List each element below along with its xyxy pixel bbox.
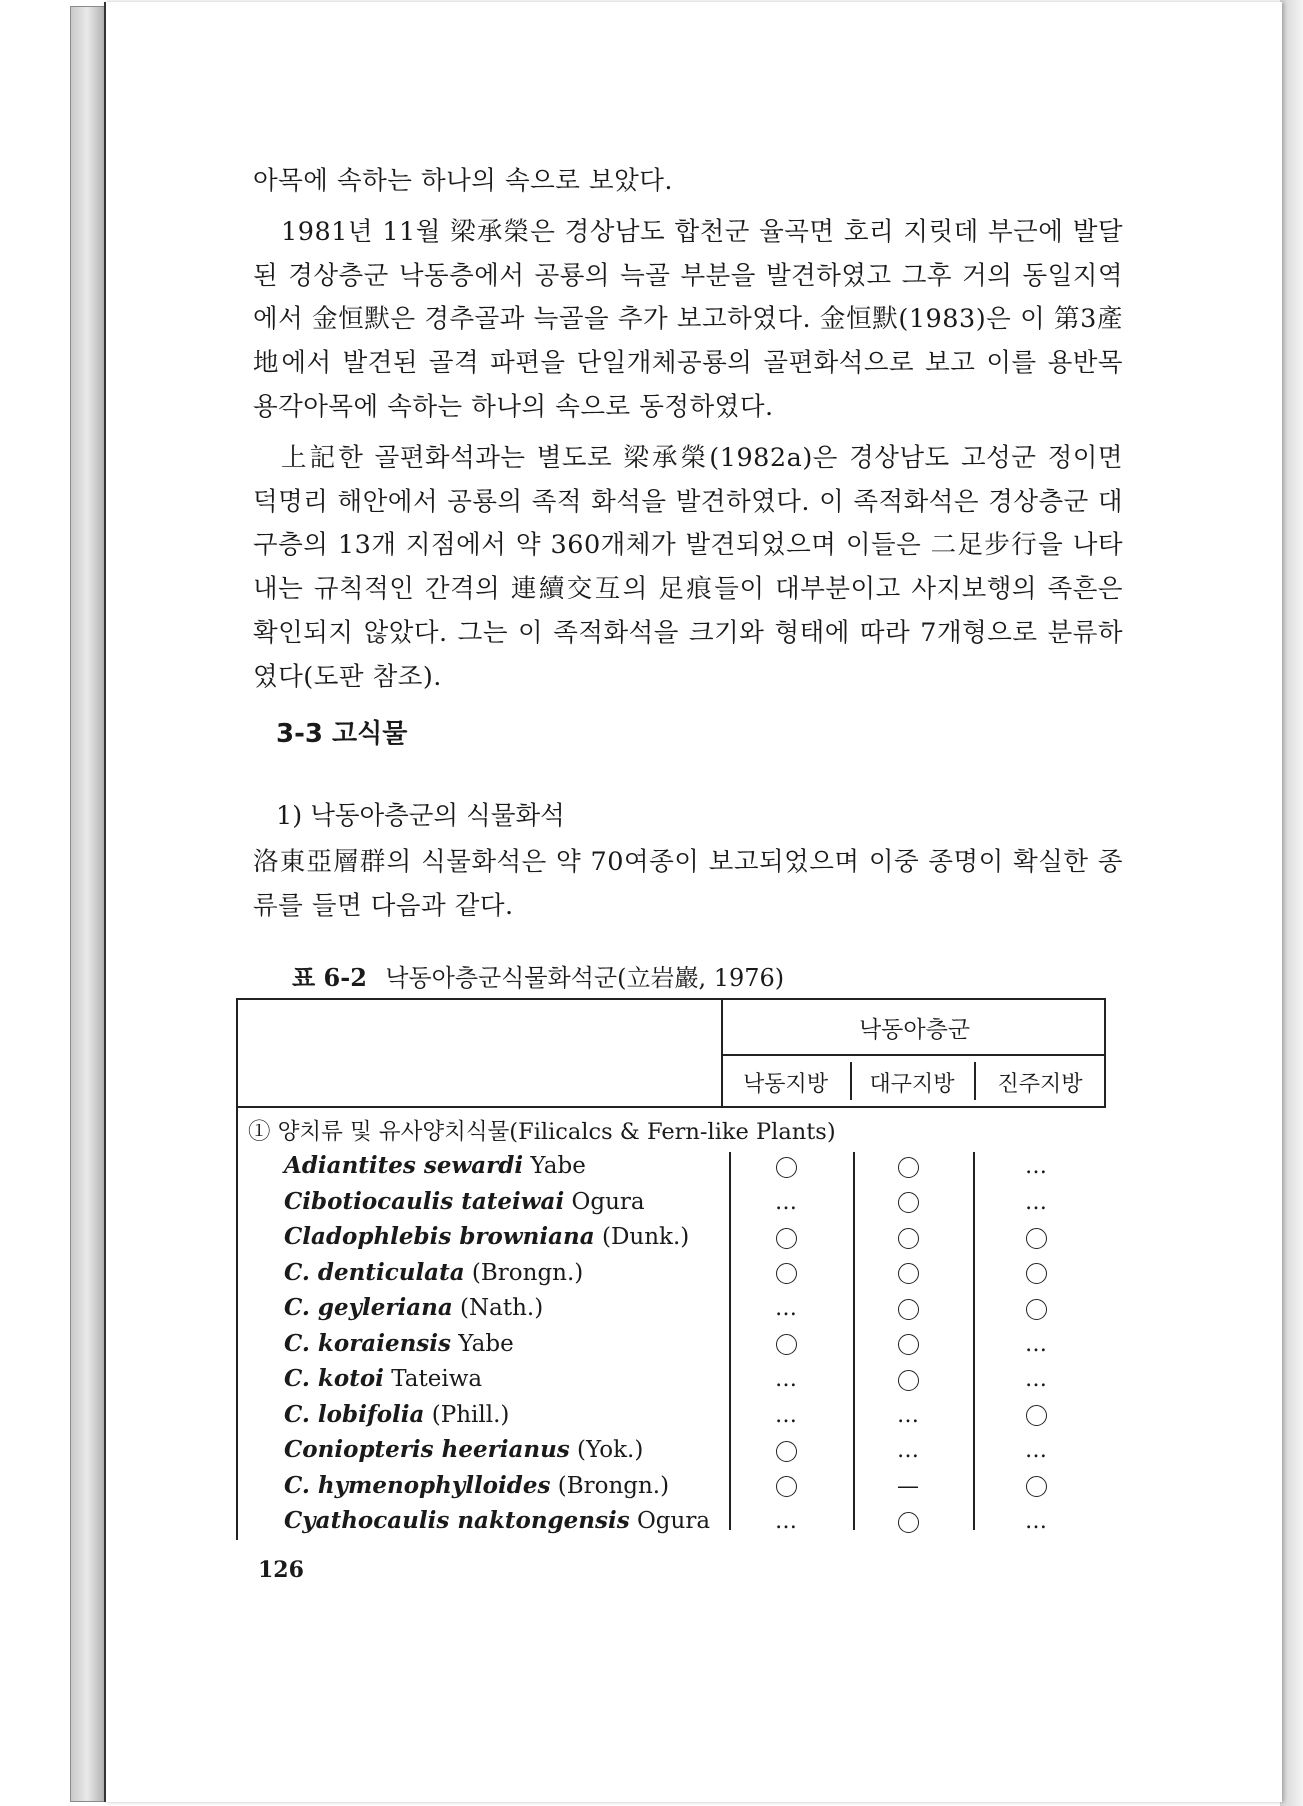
circle-icon bbox=[898, 1263, 919, 1284]
fossil-table bbox=[236, 998, 1106, 1540]
species-author: (Brongn.) bbox=[464, 1259, 584, 1286]
header-bottom-rule bbox=[236, 1106, 1106, 1108]
species-name bbox=[284, 1259, 583, 1286]
occurrence-mark: … bbox=[1025, 1154, 1047, 1179]
occurrence-circle-icon bbox=[756, 1436, 816, 1466]
occurrence-circle-icon bbox=[878, 1294, 938, 1324]
occurrence-circle-icon bbox=[878, 1188, 938, 1218]
circle-icon bbox=[898, 1370, 919, 1391]
species-name bbox=[284, 1294, 543, 1321]
species-author: (Nath.) bbox=[452, 1295, 544, 1321]
group-header: 낙동아층군 bbox=[858, 1016, 971, 1043]
table-row bbox=[236, 1365, 1106, 1400]
species-genus: Cyathocaulis naktongensis bbox=[284, 1507, 630, 1534]
occurrence-circle-icon bbox=[756, 1472, 816, 1502]
species-author: (Phill.) bbox=[424, 1401, 510, 1428]
species-name bbox=[284, 1401, 509, 1428]
occurrence-mark: … bbox=[775, 1296, 797, 1321]
table-row bbox=[236, 1436, 1106, 1471]
species-genus: C. lobifolia bbox=[284, 1400, 425, 1428]
circle-icon bbox=[776, 1228, 797, 1249]
occurrence-mark: … bbox=[775, 1367, 797, 1392]
species-author: (Yok.) bbox=[569, 1437, 644, 1463]
occurrence-mark: … bbox=[775, 1509, 797, 1534]
column-header-nakdong: 낙동지방 bbox=[742, 1071, 828, 1097]
circle-icon bbox=[898, 1192, 919, 1213]
circle-icon bbox=[898, 1228, 919, 1249]
species-genus: Cibotiocaulis tateiwai bbox=[284, 1187, 565, 1215]
occurrence-circle-icon bbox=[756, 1223, 816, 1253]
circle-icon bbox=[776, 1334, 797, 1355]
circle-icon bbox=[898, 1334, 919, 1355]
occurrence-circle-icon bbox=[756, 1259, 816, 1289]
table-row bbox=[236, 1259, 1106, 1294]
species-author: (Dunk.) bbox=[594, 1224, 690, 1250]
species-author: Yabe bbox=[450, 1330, 514, 1357]
species-name bbox=[284, 1365, 482, 1392]
species-genus: C. denticulata bbox=[284, 1258, 465, 1286]
species-genus: Adiantites sewardi bbox=[284, 1152, 524, 1179]
species-author: (Brongn.) bbox=[550, 1472, 670, 1499]
circle-icon bbox=[776, 1263, 797, 1284]
species-name bbox=[284, 1472, 669, 1499]
circle-icon bbox=[898, 1299, 919, 1320]
species-author: Ogura bbox=[629, 1508, 711, 1534]
circle-icon bbox=[1026, 1299, 1047, 1320]
species-author: Ogura bbox=[564, 1188, 645, 1215]
occurrence-circle-icon bbox=[1006, 1294, 1066, 1324]
occurrence-circle-icon bbox=[878, 1330, 938, 1360]
book-spine-shadow bbox=[70, 6, 108, 1802]
occurrence-circle-icon bbox=[878, 1365, 938, 1395]
occurrence-mark: … bbox=[775, 1189, 797, 1215]
species-name bbox=[284, 1152, 586, 1179]
column-header-daegu: 대구지방 bbox=[869, 1071, 955, 1097]
paragraph-3: 上記한 골편화석과는 별도로 梁承榮(1982a)은 경상남도 고성군 정이면 덕명리 해안에서 공룡의 족적 화석을 발견하였다. 이 족적화석은 경상층군 대구층의 13개 지점에서 약 360개체가 발견되었으며 이들은 二足步行을 나타내는 규칙적인 간격의 連續交互의 足痕들이 대부분이고 사지보행의 족흔은 확인되지 않았다. 그는 이 족적화석을 크기와 형태에 따라 7개형으로 분류하였다(도판 참조). bbox=[253, 442, 1123, 692]
occurrence-circle-icon bbox=[1006, 1472, 1066, 1502]
table-row bbox=[236, 1294, 1106, 1329]
occurrence-mark: … bbox=[1025, 1367, 1047, 1392]
species-name bbox=[284, 1330, 514, 1357]
species-genus: C. kotoi bbox=[284, 1365, 384, 1392]
subsection-paragraph: 洛東亞層群의 식물화석은 약 70여종이 보고되었으며 이중 종명이 확실한 종류를 들면 다음과 같다. bbox=[253, 847, 1123, 921]
occurrence-circle-icon bbox=[1006, 1259, 1066, 1289]
circle-icon bbox=[898, 1512, 919, 1533]
table-caption-title: 낙동아층군식물화석군(立岩巖, 1976) bbox=[385, 964, 785, 992]
species-author: Yabe bbox=[523, 1153, 586, 1179]
species-genus: Cladophlebis browniana bbox=[284, 1223, 595, 1250]
table-row bbox=[236, 1507, 1106, 1542]
occurrence-circle-icon bbox=[878, 1259, 938, 1289]
occurrence-circle-icon bbox=[878, 1507, 938, 1537]
species-name bbox=[284, 1223, 689, 1250]
book-right-edge bbox=[1280, 0, 1303, 1806]
circle-icon bbox=[1026, 1263, 1047, 1284]
occurrence-circle-icon bbox=[756, 1330, 816, 1360]
body-text bbox=[253, 160, 1123, 707]
circle-icon bbox=[1026, 1476, 1047, 1497]
occurrence-circle-icon bbox=[1006, 1223, 1066, 1253]
occurrence-mark: … bbox=[897, 1402, 919, 1428]
table-row bbox=[236, 1223, 1106, 1258]
species-name bbox=[284, 1436, 643, 1463]
table-row bbox=[236, 1401, 1106, 1436]
table-row bbox=[236, 1152, 1106, 1187]
table-caption-number: 표 6-2 bbox=[292, 963, 367, 992]
occurrence-mark: — bbox=[897, 1473, 919, 1499]
paragraph-1: 아목에 속하는 하나의 속으로 보았다. bbox=[253, 166, 674, 196]
section-heading: 3-3 고식물 bbox=[276, 719, 408, 749]
subsection-heading: 1) 낙동아층군의 식물화석 bbox=[276, 801, 565, 831]
group-label: ① 양치류 및 유사양치식물(Filicalcs & Fern-like Plants) bbox=[248, 1119, 836, 1145]
table-caption bbox=[292, 958, 784, 993]
circle-icon bbox=[776, 1157, 797, 1178]
table-row bbox=[236, 1472, 1106, 1507]
occurrence-circle-icon bbox=[878, 1223, 938, 1253]
occurrence-mark: … bbox=[1025, 1438, 1047, 1463]
species-name bbox=[284, 1507, 710, 1534]
occurrence-circle-icon bbox=[1006, 1401, 1066, 1431]
species-genus: C. geyleriana bbox=[284, 1294, 453, 1321]
circle-icon bbox=[1026, 1228, 1047, 1249]
group-header-line bbox=[723, 1054, 1106, 1056]
occurrence-mark: … bbox=[775, 1402, 797, 1428]
occurrence-circle-icon bbox=[878, 1152, 938, 1182]
species-genus: C. hymenophylloides bbox=[284, 1471, 551, 1499]
table-row bbox=[236, 1188, 1106, 1223]
species-genus: Coniopteris heerianus bbox=[284, 1436, 570, 1463]
circle-icon bbox=[1026, 1405, 1047, 1426]
occurrence-mark: … bbox=[1025, 1189, 1047, 1215]
species-name bbox=[284, 1188, 645, 1215]
circle-icon bbox=[898, 1157, 919, 1178]
paragraph-2: 1981년 11월 梁承榮은 경상남도 합천군 율곡면 호리 지릿데 부근에 발달된 경상층군 낙동층에서 공룡의 늑골 부분을 발견하였고 그후 거의 동일지역에서 金恒默은 경추골과 늑골을 추가 보고하였다. 金恒默(1983)은 이 第3產地에서 발견된 골격 파편을 단일개체공룡의 골편화석으로 보고 이를 용반목 용각아목에 속하는 하나의 속으로 동정하였다. bbox=[253, 216, 1123, 422]
occurrence-circle-icon bbox=[756, 1152, 816, 1182]
occurrence-mark: … bbox=[1025, 1331, 1047, 1357]
circle-icon bbox=[776, 1441, 797, 1462]
species-genus: C. koraiensis bbox=[284, 1329, 451, 1357]
page-number: 126 bbox=[258, 1557, 304, 1583]
occurrence-mark: … bbox=[1025, 1509, 1047, 1534]
occurrence-mark: … bbox=[897, 1438, 919, 1463]
column-header-jinju: 진주지방 bbox=[997, 1071, 1083, 1097]
table-row bbox=[236, 1330, 1106, 1365]
circle-icon bbox=[776, 1476, 797, 1497]
species-author: Tateiwa bbox=[383, 1366, 483, 1392]
